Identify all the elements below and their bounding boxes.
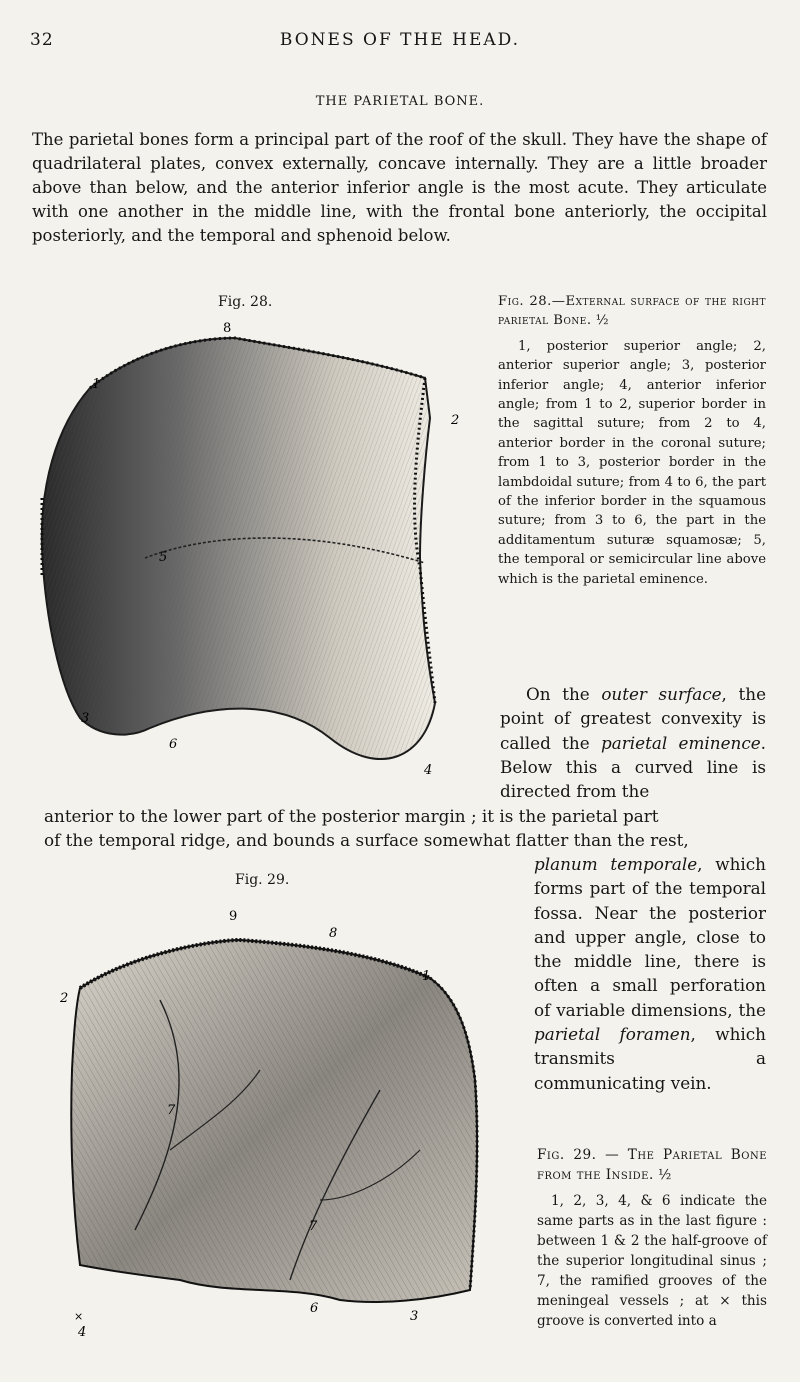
outer-surface-full-line-1: anterior to the lower part of the posterior margin ; it is the parietal part <box>44 806 659 826</box>
fig29-num-4: 4 <box>78 1325 87 1340</box>
fig29-num-x: × <box>74 1310 84 1323</box>
figure-29-illustration <box>50 900 530 1340</box>
fig28-num-1: 1 <box>92 377 101 392</box>
planum-temporale-paragraph <box>534 852 766 1095</box>
fig29-num-3: 3 <box>410 1309 419 1324</box>
figure-28-caption-head: Fig. 28.—External surface of the right parietal Bone. <box>498 294 766 329</box>
term-outer-surface: outer surface <box>601 684 722 704</box>
figure-29-caption-head: Fig. 29. — The Parietal Bone from the Inside. <box>537 1147 767 1183</box>
running-title: BONES OF THE HEAD. <box>279 30 521 50</box>
section-title: THE PARIETAL BONE. <box>315 94 485 109</box>
fig28-num-6: 6 <box>169 737 178 752</box>
fig29-num-2: 2 <box>60 991 69 1006</box>
outer-surface-text-2: , the point of greatest convexity is called the <box>500 684 766 753</box>
term-parietal-eminence: parietal eminence <box>601 732 761 753</box>
term-planum-temporale: planum temporale <box>534 854 698 874</box>
fig29-num-1: 1 <box>422 969 431 984</box>
figure-29-label: Fig. 29. <box>235 872 290 888</box>
figure-28-caption-body: 1, posterior superior angle; 2, anterior superior angle; 3, posterior inferior angle; 4, anterior inferior angle; from 1 to 2, superior border in the sagittal suture; from 2 to 4, anterior border in the coronal suture; from 1 to 3, posterior border in the lambdoidal suture; from 4 to 6, the part of the inferior border in the squamous suture; from 3 to 6, the part in the additamentum suturæ squamosæ; 5, the temporal or semicircular line above which is the parietal eminence. <box>498 338 766 587</box>
fig28-num-4: 4 <box>424 763 433 778</box>
fig29-num-7b: 7 <box>309 1219 318 1234</box>
outer-surface-text: On the <box>526 684 602 704</box>
figure-29-caption-body: 1, 2, 3, 4, & 6 indicate the same parts as in the last figure : between 1 & 2 the half-groove of the superior longitudinal sinus ; 7, the ramified grooves of the meningeal vessels ; at × this groove is converted into a <box>537 1193 767 1329</box>
outer-surface-full-line-2: of the temporal ridge, and bounds a surface somewhat flatter than the rest, <box>44 830 689 850</box>
fig29-num-9: 9 <box>229 909 238 924</box>
fig29-num-8: 8 <box>329 926 338 941</box>
planum-text-2: , which transmits a communicating vein. <box>534 1024 766 1093</box>
figure-29-caption-scale: ½ <box>658 1167 672 1183</box>
fig28-num-2: 2 <box>451 413 460 428</box>
figure-29-caption <box>537 1145 767 1331</box>
fig28-num-8: 8 <box>223 321 232 336</box>
intro-paragraph: The parietal bones form a principal part of the roof of the skull. They have the shape of quadrilateral plates, convex externally, concave internally. They are a little broader above than below, and the anterior inferior angle is the most acute. They articulate with one another in the middle line, with the frontal bone anteriorly, the occipital posteriorly, and the temporal and sphenoid below. <box>32 130 767 245</box>
figure-28-label: Fig. 28. <box>218 294 273 310</box>
fig28-num-5: 5 <box>159 550 168 565</box>
page-number: 32 <box>30 30 54 50</box>
planum-text: , which forms part of the temporal fossa. Near the posterior and upper angle, close to the middle line, there is often a small perforation of variable dimensions, the <box>534 854 766 1020</box>
figure-28-illustration <box>30 318 500 788</box>
figure-28-caption-scale: ½ <box>595 313 609 329</box>
fig28-num-3: 3 <box>81 711 90 726</box>
outer-surface-paragraph-column <box>500 682 766 803</box>
fig29-num-7a: 7 <box>167 1103 176 1118</box>
figure-28-caption <box>498 292 766 589</box>
outer-surface-text-3: . Below this a curved line is directed from the <box>500 732 766 802</box>
fig29-num-6: 6 <box>310 1301 319 1316</box>
term-parietal-foramen: parietal foramen <box>534 1024 691 1045</box>
